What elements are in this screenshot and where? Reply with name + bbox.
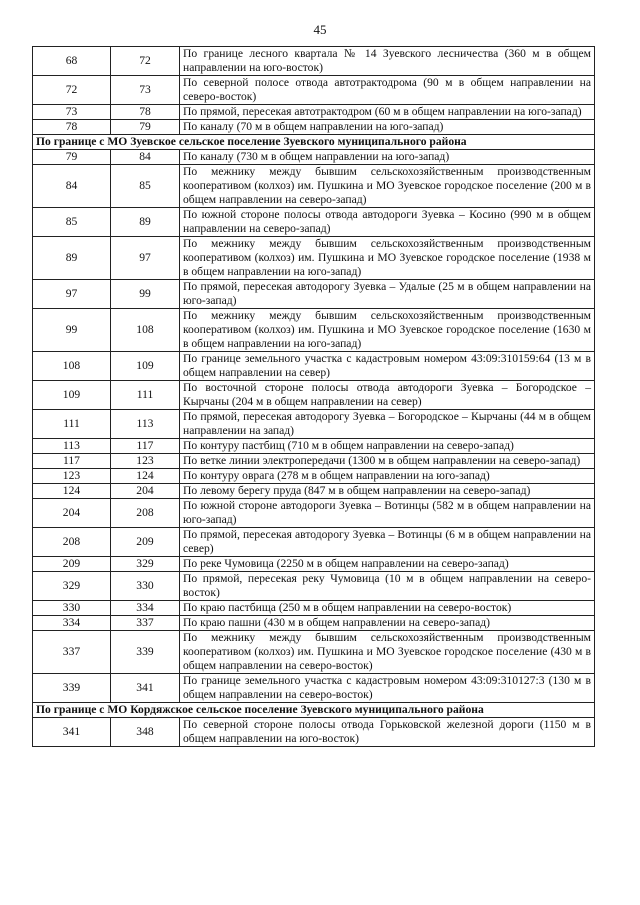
table-row [33, 499, 595, 528]
segment-description: По контуру пастбищ (710 м в общем направлении на северо-запад) [180, 439, 595, 454]
point-to: 73 [111, 76, 180, 105]
segment-description: По прямой, пересекая автодорогу Зуевка – Удалые (25 м в общем направлении на юго-запад) [180, 280, 595, 309]
segment-description: По южной стороне автодороги Зуевка – Вотинцы (582 м в общем направлении на юго-запад) [180, 499, 595, 528]
table-row [33, 381, 595, 410]
point-to: 99 [111, 280, 180, 309]
table-row [33, 165, 595, 208]
point-from: 204 [33, 499, 111, 528]
point-to: 113 [111, 410, 180, 439]
point-from: 329 [33, 572, 111, 601]
point-from: 117 [33, 454, 111, 469]
segment-description: По ветке линии электропередачи (1300 м в общем направлении на северо-запад) [180, 454, 595, 469]
point-to: 85 [111, 165, 180, 208]
table-row [33, 469, 595, 484]
point-from: 124 [33, 484, 111, 499]
point-from: 337 [33, 631, 111, 674]
point-to: 109 [111, 352, 180, 381]
section-title: По границе с МО Кордяжское сельское поселение Зуевского муниципального района [33, 703, 595, 718]
point-to: 204 [111, 484, 180, 499]
segment-description: По контуру оврага (278 м в общем направлении на юго-запад) [180, 469, 595, 484]
table-row [33, 280, 595, 309]
point-from: 123 [33, 469, 111, 484]
segment-description: По северной полосе отвода автотрактодрома (90 м в общем направлении на северо-восток) [180, 76, 595, 105]
point-from: 84 [33, 165, 111, 208]
point-from: 99 [33, 309, 111, 352]
segment-description: По каналу (730 м в общем направлении на юго-запад) [180, 150, 595, 165]
point-to: 97 [111, 237, 180, 280]
point-to: 124 [111, 469, 180, 484]
table-row [33, 47, 595, 76]
section-header-row [33, 703, 595, 718]
segment-description: По границе лесного квартала № 14 Зуевского лесничества (360 м в общем направлении на юго-восток) [180, 47, 595, 76]
table-row [33, 572, 595, 601]
segment-description: По межнику между бывшим сельскохозяйственным производственным кооперативом (колхоз) им. Пушкина и МО Зуевское городское поселение (430 м в общем направлении на северо-восток) [180, 631, 595, 674]
point-to: 72 [111, 47, 180, 76]
point-to: 348 [111, 718, 180, 747]
segment-description: По южной стороне полосы отвода автодороги Зуевка – Косино (990 м в общем направлении на северо-запад) [180, 208, 595, 237]
point-to: 89 [111, 208, 180, 237]
point-to: 330 [111, 572, 180, 601]
point-from: 209 [33, 557, 111, 572]
point-to: 123 [111, 454, 180, 469]
boundary-description-table [32, 46, 595, 747]
table-body [33, 47, 595, 747]
segment-description: По прямой, пересекая реку Чумовица (10 м в общем направлении на северо-восток) [180, 572, 595, 601]
table-row [33, 674, 595, 703]
point-to: 341 [111, 674, 180, 703]
table-row [33, 150, 595, 165]
table-row [33, 718, 595, 747]
point-from: 72 [33, 76, 111, 105]
point-from: 334 [33, 616, 111, 631]
segment-description: По межнику между бывшим сельскохозяйственным производственным кооперативом (колхоз) им. Пушкина и МО Зуевское городское поселение (1938 м в общем направлении на юго-запад) [180, 237, 595, 280]
point-to: 339 [111, 631, 180, 674]
segment-description: По прямой, пересекая автотрактодром (60 м в общем направлении на юго-запад) [180, 105, 595, 120]
table-row [33, 208, 595, 237]
segment-description: По левому берегу пруда (847 м в общем направлении на северо-запад) [180, 484, 595, 499]
point-from: 68 [33, 47, 111, 76]
table-row [33, 631, 595, 674]
point-to: 337 [111, 616, 180, 631]
segment-description: По восточной стороне полосы отвода автодороги Зуевка – Богородское – Кырчаны (204 м в общем направлении на север) [180, 381, 595, 410]
point-from: 341 [33, 718, 111, 747]
point-from: 85 [33, 208, 111, 237]
point-to: 108 [111, 309, 180, 352]
table-row [33, 557, 595, 572]
point-to: 79 [111, 120, 180, 135]
segment-description: По межнику между бывшим сельскохозяйственным производственным кооперативом (колхоз) им. Пушкина и МО Зуевское городское поселение (1630 м в общем направлении на юго-запад) [180, 309, 595, 352]
segment-description: По границе земельного участка с кадастровым номером 43:09:310127:3 (130 м в общем направлении на северо-восток) [180, 674, 595, 703]
table-row [33, 237, 595, 280]
segment-description: По краю пастбища (250 м в общем направлении на северо-восток) [180, 601, 595, 616]
table-row [33, 352, 595, 381]
table-row [33, 601, 595, 616]
point-from: 111 [33, 410, 111, 439]
table-row [33, 484, 595, 499]
section-title: По границе с МО Зуевское сельское поселение Зуевского муниципального района [33, 135, 595, 150]
point-from: 78 [33, 120, 111, 135]
point-to: 209 [111, 528, 180, 557]
segment-description: По реке Чумовица (2250 м в общем направлении на северо-запад) [180, 557, 595, 572]
point-from: 330 [33, 601, 111, 616]
table-row [33, 76, 595, 105]
table-row [33, 454, 595, 469]
point-to: 329 [111, 557, 180, 572]
point-from: 113 [33, 439, 111, 454]
segment-description: По каналу (70 м в общем направлении на юго-запад) [180, 120, 595, 135]
point-from: 339 [33, 674, 111, 703]
point-from: 109 [33, 381, 111, 410]
segment-description: По северной стороне полосы отвода Горьковской железной дороги (1150 м в общем направлении на юго-восток) [180, 718, 595, 747]
point-from: 97 [33, 280, 111, 309]
table-row [33, 120, 595, 135]
point-to: 117 [111, 439, 180, 454]
table-row [33, 410, 595, 439]
table-row [33, 105, 595, 120]
page-number: 45 [313, 22, 327, 37]
point-to: 334 [111, 601, 180, 616]
segment-description: По прямой, пересекая автодорогу Зуевка – Вотинцы (6 м в общем направлении на север) [180, 528, 595, 557]
segment-description: По прямой, пересекая автодорогу Зуевка – Богородское – Кырчаны (44 м в общем направлении на запад) [180, 410, 595, 439]
table-row [33, 309, 595, 352]
point-from: 89 [33, 237, 111, 280]
section-header-row [33, 135, 595, 150]
point-to: 78 [111, 105, 180, 120]
table-row [33, 528, 595, 557]
segment-description: По границе земельного участка с кадастровым номером 43:09:310159:64 (13 м в общем направлении на север) [180, 352, 595, 381]
segment-description: По межнику между бывшим сельскохозяйственным производственным кооперативом (колхоз) им. Пушкина и МО Зуевское городское поселение (200 м в общем направлении на северо-запад) [180, 165, 595, 208]
table-row [33, 439, 595, 454]
point-to: 208 [111, 499, 180, 528]
point-to: 111 [111, 381, 180, 410]
table-row [33, 616, 595, 631]
point-to: 84 [111, 150, 180, 165]
segment-description: По краю пашни (430 м в общем направлении на северо-запад) [180, 616, 595, 631]
point-from: 73 [33, 105, 111, 120]
point-from: 108 [33, 352, 111, 381]
point-from: 208 [33, 528, 111, 557]
point-from: 79 [33, 150, 111, 165]
